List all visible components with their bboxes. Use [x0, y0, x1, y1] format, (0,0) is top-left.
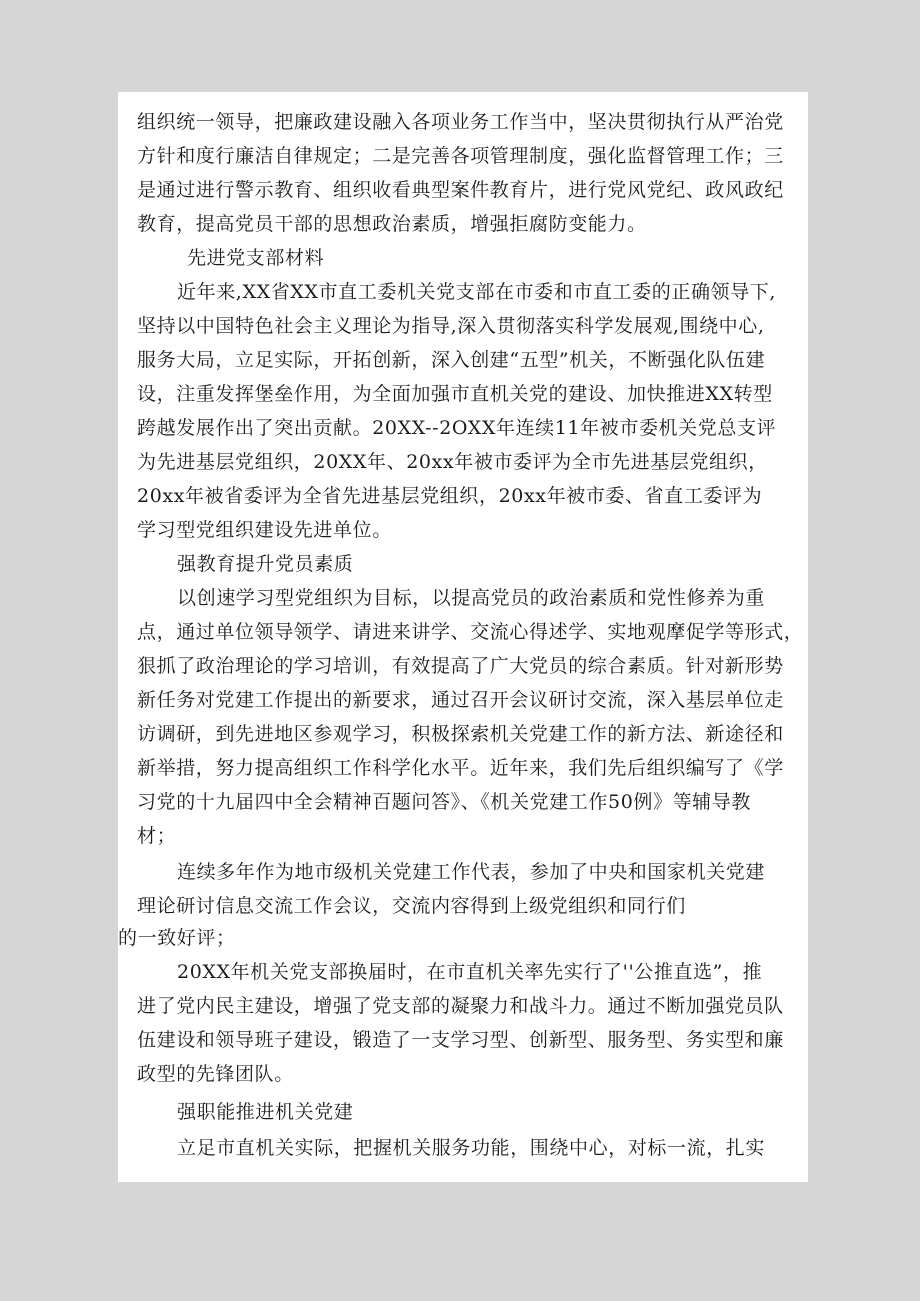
paragraph-line: 组织统一领导，把廉政建设融入各项业务工作当中，坚决贯彻执行从严治党 — [137, 111, 784, 133]
paragraph-line: 点，通过单位领导领学、请进来讲学、交流心得述学、实地观摩促学等形式， — [137, 621, 804, 643]
paragraph-line: 访调研，到先进地区参观学习，积极探索机关党建工作的新方法、新途径和 — [137, 723, 784, 745]
paragraph-line: 20xx年被省委评为全省先进基层党组织，20xx年被市委、省直工委评为 — [137, 485, 763, 507]
section-heading: 强教育提升党员素质 — [177, 553, 354, 575]
paragraph-line: 服务大局，立足实际，开拓创新，深入创建“五型”机关，不断强化队伍建 — [137, 349, 766, 371]
paragraph-line: 20XX年机关党支部换届时，在市直机关率先实行了''公推直选”，推 — [177, 961, 763, 983]
paragraph-line: 坚持以中国特色社会主义理论为指导,深入贯彻落实科学发展观,围绕中心, — [137, 315, 765, 337]
paragraph-line: 学习型党组织建设先进单位。 — [137, 519, 392, 541]
paragraph-line: 政型的先锋团队。 — [137, 1063, 294, 1085]
paragraph-line: 材； — [137, 825, 177, 847]
paragraph-line: 教育，提高党员干部的思想政治素质，增强拒腐防变能力。 — [137, 213, 647, 235]
paragraph-line: 新任务对党建工作提出的新要求，通过召开会议研讨交流，深入基层单位走 — [137, 689, 784, 711]
paragraph-line: 狠抓了政治理论的学习培训，有效提高了广大党员的综合素质。针对新形势 — [137, 655, 784, 677]
paragraph-line: 设，注重发挥堡垒作用，为全面加强市直机关党的建设、加快推进XX转型 — [137, 383, 773, 405]
paragraph-line: 进了党内民主建设，增强了党支部的凝聚力和战斗力。通过不断加强党员队 — [137, 995, 784, 1017]
paragraph-line: 以创速学习型党组织为目标，以提高党员的政治素质和党性修养为重 — [177, 587, 766, 609]
paragraph-line: 伍建设和领导班子建设，锻造了一支学习型、创新型、服务型、务实型和廉 — [137, 1029, 784, 1051]
paragraph-line: 习党的十九届四中全会精神百题问答》、《机关党建工作50例》等辅导教 — [137, 791, 751, 813]
paragraph-line: 的一致好评； — [118, 927, 236, 949]
paragraph-line: 跨越发展作出了突出贡献。20XX--2OXX年连续11年被市委机关党总支评 — [137, 417, 777, 439]
paragraph-line: 立足市直机关实际，把握机关服务功能，围绕中心，对标一流，扎实 — [177, 1137, 766, 1159]
paragraph-line: 理论研讨信息交流工作会议，交流内容得到上级党组织和同行们 — [137, 895, 686, 917]
paragraph-line: 为先进基层党组织，20XX年、20xx年被市委评为全市先进基层党组织， — [137, 451, 768, 473]
paragraph-line: 是通过进行警示教育、组织收看典型案件教育片，进行党风党纪、政风政纪 — [137, 179, 784, 201]
section-heading: 强职能推进机关党建 — [177, 1101, 354, 1123]
paragraph-line: 连续多年作为地市级机关党建工作代表，参加了中央和国家机关党建 — [177, 861, 766, 883]
paragraph-line: 近年来,XX省XX市直工委机关党支部在市委和市直工委的正确领导下, — [177, 281, 776, 303]
paragraph-line: 方针和度行廉洁自律规定；二是完善各项管理制度，强化监督管理工作；三 — [137, 145, 784, 167]
paragraph-line: 新举措，努力提高组织工作科学化水平。近年来，我们先后组织编写了《学 — [137, 757, 784, 779]
section-heading: 先进党支部材料 — [187, 247, 325, 269]
document-page — [118, 92, 808, 1182]
